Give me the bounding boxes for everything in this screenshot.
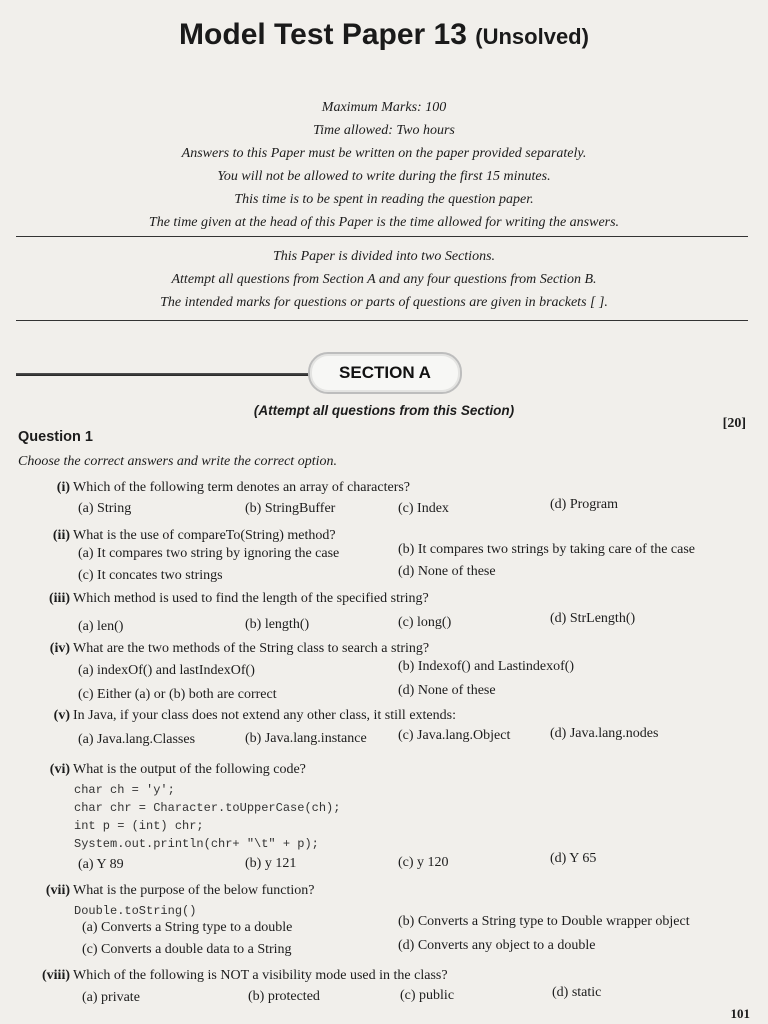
option: (b) protected	[248, 989, 320, 1004]
option: (b) It compares two strings by taking care of the case	[398, 542, 696, 557]
option: (c) Index	[398, 501, 449, 516]
page-number: 101	[730, 1006, 750, 1021]
instruction-line: This time is to be spent in reading the question paper.	[234, 192, 534, 207]
time-allowed: Time allowed: Two hours	[313, 123, 455, 138]
option: (d) static	[552, 985, 602, 1000]
divider	[16, 236, 748, 237]
item-number: (vii)	[45, 883, 70, 898]
item-number: (v)	[53, 708, 70, 723]
option: (d) Converts any object to a double	[398, 938, 596, 953]
item-text: What is the purpose of the below function?	[73, 883, 315, 898]
option: (a) Converts a String type to a double	[82, 920, 293, 935]
option: (b) Converts a String type to Double wrapper object	[398, 914, 690, 929]
item-text: In Java, if your class does not extend any other class, it still extends:	[73, 708, 456, 723]
option: (a) String	[78, 501, 132, 516]
instruction-line: This Paper is divided into two Sections.	[272, 249, 496, 264]
option: (a) len()	[78, 619, 124, 634]
question-marks: [20]	[722, 416, 746, 431]
item-number: (iv)	[49, 641, 70, 656]
general-instructions	[0, 96, 768, 234]
option: (a) Java.lang.Classes	[78, 732, 196, 747]
option: (d) Y 65	[550, 851, 597, 866]
option: (d) None of these	[398, 683, 496, 698]
instruction-line: The intended marks for questions or parts of questions are given in brackets [ ].	[160, 295, 608, 310]
instruction-line: Attempt all questions from Section A and any four questions from Section B.	[171, 272, 597, 287]
title-text: Model Test Paper 13	[179, 18, 467, 51]
item-text: Which method is used to find the length of the specified string?	[73, 591, 429, 606]
option: (c) long()	[398, 615, 452, 630]
option: (d) Java.lang.nodes	[550, 726, 659, 741]
option: (d) None of these	[398, 564, 496, 579]
question-instruction: Choose the correct answers and write the correct option.	[18, 454, 337, 469]
option: (b) length()	[245, 617, 310, 632]
instruction-line: The time given at the head of this Paper is the time allowed for writing the answers.	[148, 215, 620, 230]
section-instructions	[0, 245, 768, 314]
code-line: System.out.println(chr+ "\t" + p);	[74, 837, 319, 851]
title-subtitle: (Unsolved)	[475, 24, 589, 49]
item-number: (i)	[56, 480, 70, 495]
option: (a) indexOf() and lastIndexOf()	[78, 663, 255, 678]
item-number: (iii)	[49, 591, 70, 606]
option: (a) Y 89	[78, 857, 124, 872]
item-number: (vi)	[49, 762, 70, 777]
item-number: (ii)	[52, 528, 70, 543]
option: (d) StrLength()	[550, 611, 636, 626]
question-title: Question 1	[18, 429, 93, 445]
option: (c) public	[400, 988, 455, 1003]
option: (b) Java.lang.instance	[245, 731, 367, 746]
option: (b) Indexof() and Lastindexof()	[398, 659, 575, 674]
max-marks: Maximum Marks: 100	[321, 100, 447, 115]
option: (a) It compares two string by ignoring the case	[78, 546, 340, 561]
code-line: Double.toString()	[74, 904, 197, 918]
code-line: char chr = Character.toUpperCase(ch);	[74, 801, 341, 815]
section-note: (Attempt all questions from this Section)	[253, 403, 515, 418]
item-text: What are the two methods of the String class to search a string?	[73, 641, 430, 656]
item-text: What is the use of compareTo(String) method?	[73, 528, 336, 543]
option: (d) Program	[550, 497, 619, 512]
section-rule	[16, 373, 311, 376]
section-label: SECTION A	[339, 363, 431, 382]
option: (c) Converts a double data to a String	[82, 942, 292, 957]
option: (b) y 121	[245, 856, 297, 871]
item-text: What is the output of the following code?	[73, 762, 306, 777]
item-number: (viii)	[42, 968, 70, 983]
code-line: int p = (int) chr;	[74, 819, 204, 833]
divider	[16, 320, 748, 321]
option: (b) StringBuffer	[245, 501, 336, 516]
option: (c) Either (a) or (b) both are correct	[78, 687, 277, 702]
item-text: Which of the following term denotes an array of characters?	[73, 480, 411, 495]
section-badge	[308, 352, 462, 394]
page-title	[0, 18, 768, 52]
code-line: char ch = 'y';	[74, 783, 175, 797]
instruction-line: You will not be allowed to write during the first 15 minutes.	[217, 169, 551, 184]
option: (c) y 120	[398, 855, 449, 870]
option: (c) Java.lang.Object	[398, 728, 511, 743]
option: (a) private	[82, 990, 140, 1005]
instruction-line: Answers to this Paper must be written on the paper provided separately.	[181, 146, 587, 161]
item-text: Which of the following is NOT a visibility mode used in the class?	[73, 968, 448, 983]
option: (c) It concates two strings	[78, 568, 223, 583]
